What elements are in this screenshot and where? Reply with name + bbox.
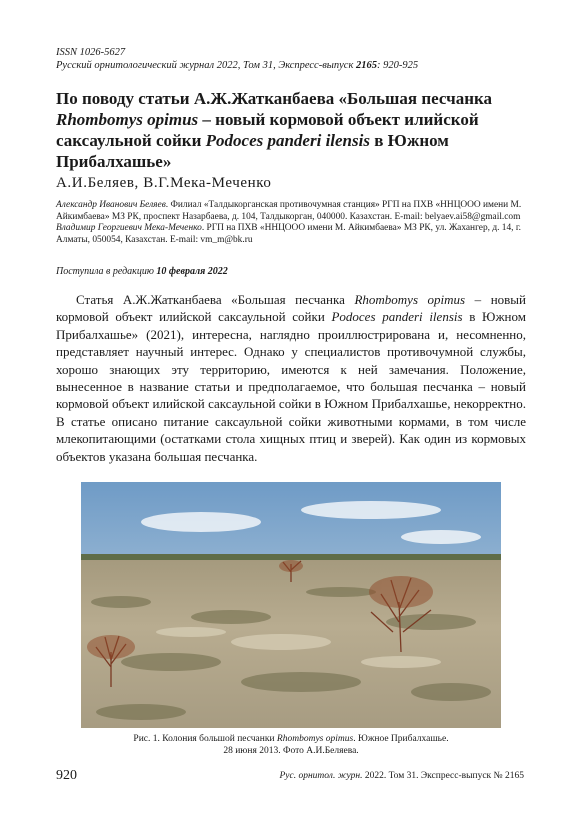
footer-journal-abbr: Рус. орнитол. журн. [279, 771, 363, 781]
body-text-1: Статья А.Ж.Жатканбаева «Большая песчанка [76, 292, 355, 307]
received-date-line [56, 266, 526, 277]
caption-line-2: 28 июня 2013. Фото А.И.Беляева. [223, 746, 359, 756]
affiliation-2 [56, 223, 526, 246]
body-text-2: – новый кормовой объект илийской саксаульной сойки [56, 292, 526, 325]
journal-citation-text: Русский орнитологический журнал 2022, Том 31, Экспресс-выпуск [56, 60, 356, 71]
figure-caption [81, 733, 501, 757]
body-species-2: Podoces panderi ilensis [331, 309, 463, 325]
journal-citation-line [56, 59, 526, 72]
footer-citation [279, 771, 524, 781]
title-text-3: в Южном Прибалхашье» [56, 131, 449, 171]
title-species-2: Podoces panderi ilensis [205, 131, 370, 150]
author2-address: . РГП на ПХВ «ННЦООО имени М. Айкимбаева» МЗ РК, ул. Жахангер, д. 14, г. Алматы, 050054, Казахстан. E-mail: vm_m@bk.ru [56, 223, 521, 245]
footer-journal-rest: 2022. Том 31. Экспресс-выпуск № 2165 [362, 771, 524, 781]
affiliation-1 [56, 200, 526, 223]
body-text-3: в Южном Прибалхашье» (2021), интересна, наглядно проиллюстрирована и, несомненно, представляет научный интерес. Однако у специалистов противочумной службы, хорошо знающих эту территорию, имеются к ней замечания. Положение, вынесенное в название статьи и предполагаемое, что большая песчанка – новый кормовой объект илийской саксаульной сойки в Южном Прибалхашье, некорректно. В статье описано питание саксаульной сойки животными кормами, в том числе млекопитающими (остатками стола хищных птиц и зверей). Как один из кормовых объектов указана большая песчанка. [56, 309, 526, 464]
page-number: 920 [56, 768, 77, 783]
caption-species: Rhombomys opimus [276, 734, 354, 744]
title-species-1: Rhombomys opimus [56, 110, 199, 129]
journal-header [56, 46, 526, 72]
received-label: Поступила в редакцию [56, 266, 157, 277]
body-species-1: Rhombomys opimus [354, 292, 466, 307]
received-date: 10 февраля 2022 [156, 266, 228, 277]
landscape-photo [81, 482, 501, 728]
title-text-2: – новый кормовой объект илийской саксаульной сойки [56, 110, 479, 150]
author-affiliations [56, 200, 526, 246]
body-paragraph [56, 291, 526, 465]
issn-line: ISSN 1026-5627 [56, 47, 126, 58]
caption-line-1 [81, 733, 501, 745]
author1-name: Александр Иванович Беляев [56, 200, 166, 210]
figure-photo [81, 482, 501, 728]
issue-number: 2165 [356, 60, 377, 71]
author1-address: . Филиал «Талдыкорганская противочумная станция» РГП на ПХВ «ННЦООО имени М. Айкимбаева» МЗ РК, проспект Назарбаева, д. 104, Талдыкорган, 040000. Казахстан. E-mail: belyaev.ai58@gmail.com [56, 200, 522, 222]
author2-name: Владимир Георгиевич Мека-Меченко [56, 223, 202, 234]
page-range: : 920-925 [377, 60, 419, 71]
title-text-1: По поводу статьи А.Ж.Жатканбаева «Большая песчанка [56, 89, 493, 108]
article-authors: А.И.Беляев, В.Г.Мека-Меченко [56, 175, 272, 191]
caption-prefix: Рис. 1. Колония большой песчанки [133, 734, 277, 744]
caption-suffix: . Южное Прибалхашье. [353, 734, 449, 744]
article-title [56, 88, 526, 172]
